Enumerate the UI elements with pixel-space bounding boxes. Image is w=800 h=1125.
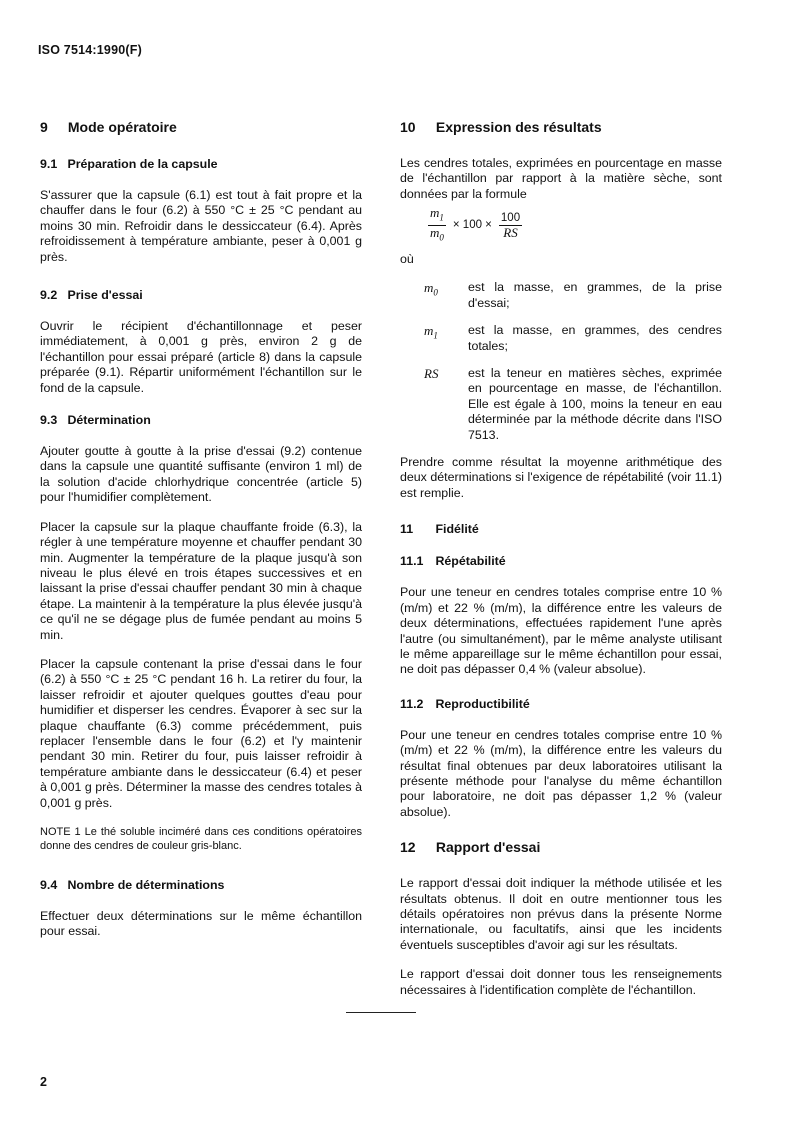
document-header: ISO 7514:1990(F): [38, 43, 142, 57]
section-9-2-heading: [40, 287, 362, 303]
section-number: 9.3: [40, 413, 58, 428]
paragraph: Pour une teneur en cendres totales comprise entre 10 % (m/m) et 22 % (m/m), la différence entre les valeurs du résultat final obtenues par deux laboratoires utilisant la présente méthode pour l'analyse du même échantillon pour laboratoire, ne doit pas dépasser 1,2 % (valeur absolue).: [400, 727, 722, 819]
section-title: Rapport d'essai: [435, 839, 541, 856]
section-11-2-heading: [400, 696, 722, 712]
section-title: Mode opératoire: [67, 119, 177, 135]
section-number: 11.2: [400, 696, 424, 711]
section-number: 9.4: [40, 878, 58, 892]
section-11-heading: [400, 521, 722, 537]
section-number: 9: [40, 119, 48, 135]
paragraph: Placer la capsule sur la plaque chauffante froide (6.3), la régler à une température moyenne et chauffer pendant 30 min. Augmenter la température de la plaque jusqu'à son niveau le plus élevé en trois étapes successives et en laissant la prise d'essai chauffer pendant 30 min à chaque étape. La maintenir à la température la plus élevée jusqu'à ce qu'il ne se dégage plus de fumée pendant au moins 5 min.: [40, 519, 362, 642]
definition-rs: RS est la teneur en matières sèches, exprimée en pourcentage en masse, de l'échantillon. Elle est égale à 100, moins la teneur en eau déterminée par la méthode décrite dans l'ISO 7513.: [424, 366, 722, 442]
fraction-mass-ratio: $\frac{m_1}{m_0}$: [430, 205, 444, 243]
formula-operator: × 100 ×: [452, 219, 492, 232]
section-title: Détermination: [67, 413, 151, 428]
left-column: [40, 118, 362, 954]
section-number: 11: [400, 522, 414, 537]
section-number: 9.2: [40, 288, 58, 303]
right-column: [400, 118, 722, 1012]
note: NOTE 1 Le thé soluble inciméré dans ces conditions opératoires donne des cendres de couleur gris-blanc.: [40, 826, 362, 852]
definition-m1: $m_1$ est la masse, en grammes, des cendres totales;: [424, 323, 722, 353]
section-9-3-heading: [40, 412, 362, 428]
fraction-dry-matter: $\frac{100}{RS}$: [500, 211, 521, 240]
end-rule: [346, 1012, 416, 1013]
section-title: Nombre de déterminations: [67, 878, 225, 892]
section-title: Préparation de la capsule: [67, 157, 218, 171]
paragraph: Le rapport d'essai doit indiquer la méthode utilisée et les résultats obtenus. Il doit en outre mentionner tous les détails opératoires non prévus dans la présente Norme internationale, ou facultatifs, ainsi que les incidents éventuels susceptibles d'avoir agi sur les résultats.: [400, 876, 722, 952]
section-11-1-heading: [400, 553, 722, 569]
section-title: Prise d'essai: [67, 288, 143, 303]
section-number: 12: [400, 839, 416, 856]
section-number: 11.1: [400, 554, 424, 569]
section-12-heading: [400, 838, 722, 856]
paragraph: Ajouter goutte à goutte à la prise d'essai (9.2) contenue dans la capsule une quantité suffisante (environ 1 ml) de la solution d'acide chlorhydrique concentrée (article 5) pour l'humidifier complètement.: [40, 444, 362, 505]
page-number: 2: [40, 1075, 47, 1089]
paragraph: Effectuer deux déterminations sur le même échantillon pour essai.: [40, 909, 362, 939]
section-9-heading: [40, 118, 362, 136]
paragraph: S'assurer que la capsule (6.1) est tout à fait propre et la chauffer dans le four (6.2) à 550 °C ± 25 °C pendant au moins 30 min. Refroidir dans le dessiccateur (6.4). Après refroidissement à température ambiante, peser à 0,001 g près.: [40, 188, 362, 264]
paragraph: Placer la capsule contenant la prise d'essai dans le four (6.2) à 550 °C ± 25 °C pendant 16 h. La retirer du four, la laisser refroidir et ajouter quelques gouttes d'eau pour humidifier et disperser les cendres. Évaporer à sec sur la plaque chauffante (6.3) comme précédemment, puis replacer l'ensemble dans le four (6.2) et l'y maintenir pendant 30 min. Retirer du four, puis laisser refroidir à température ambiante dans le dessiccateur (6.4) et peser à 0,001 g près. Déterminer la masse des cendres totales à 0,001 g près.: [40, 656, 362, 810]
section-title: Reproductibilité: [435, 696, 530, 711]
variable-definitions: [424, 280, 722, 443]
paragraph: Prendre comme résultat la moyenne arithmétique des deux déterminations si l'exigence de répétabilité (voir 11.1) est remplie.: [400, 455, 722, 500]
section-9-4-heading: [40, 877, 362, 893]
section-title: Fidélité: [435, 522, 479, 537]
paragraph: Ouvrir le récipient d'échantillonnage et peser immédiatement, à 0,001 g près, environ 2 g de l'échantillon pour essai préparé (article 8) dans la capsule préparée (9.1). Répartir uniformément l'échantillon sur le fond de la capsule.: [40, 319, 362, 395]
section-title: Expression des résultats: [435, 119, 602, 135]
section-number: 9.1: [40, 157, 58, 171]
paragraph: Le rapport d'essai doit donner tous les renseignements nécessaires à l'identification complète de l'échantillon.: [400, 967, 722, 997]
section-10-heading: [400, 118, 722, 136]
section-9-1-heading: [40, 156, 362, 172]
paragraph: Pour une teneur en cendres totales comprise entre 10 % (m/m) et 22 % (m/m), la différence entre les valeurs de deux déterminations, effectuées rapidement l'une après l'autre (ou simultanément), par le même analyste utilisant le même appareillage sur le même échantillon pour essai, ne doit pas dépasser 0,4 % (valeur absolue).: [400, 585, 722, 677]
section-number: 10: [400, 119, 416, 135]
formula: [424, 206, 722, 244]
paragraph: Les cendres totales, exprimées en pourcentage en masse de l'échantillon par rapport à la matière sèche, sont données par la formule: [400, 156, 722, 201]
section-title: Répétabilité: [435, 554, 506, 569]
definition-m0: $m_0$ est la masse, en grammes, de la prise d'essai;: [424, 280, 722, 310]
where-label: où: [400, 252, 414, 267]
